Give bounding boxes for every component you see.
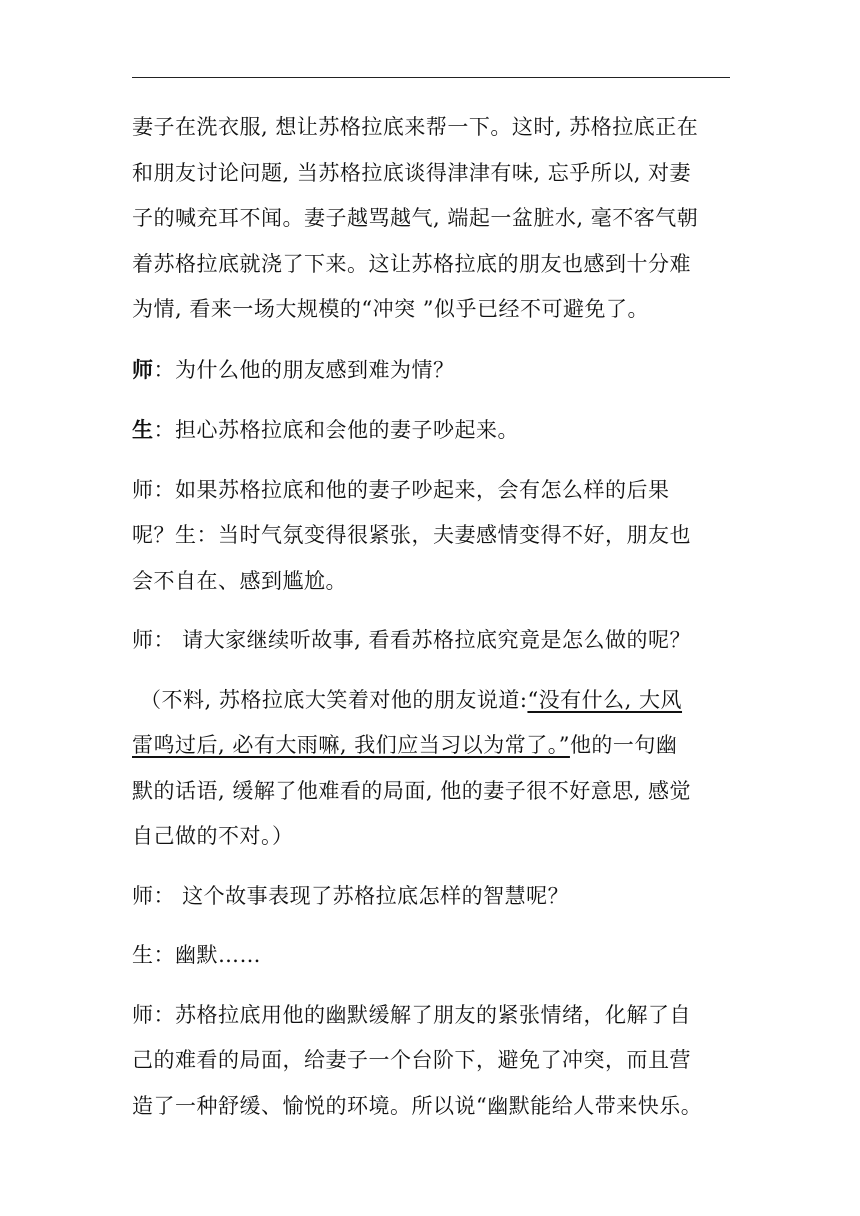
text-line: 会不自在、感到尴尬。 <box>132 568 347 593</box>
teacher-prompt <box>132 618 732 664</box>
speaker-label: 生 <box>132 417 154 442</box>
text-line <box>132 678 732 724</box>
teacher-question <box>132 347 732 394</box>
narration-text: （不料, 苏格拉底大笑着对他的朋友说道: <box>140 687 528 712</box>
dialogue-text: 师： 请大家继续听故事, 看看苏格拉底究竟是怎么做的呢？ <box>132 628 692 652</box>
text-line: 己的难看的局面，给妻子一个台阶下，避免了冲突，而且营 <box>132 1048 691 1072</box>
student-answer <box>132 933 732 979</box>
teacher-question <box>132 874 732 920</box>
text-line: 子的喊充耳不闻。妻子越骂越气, 端起一盆脏水, 毫不客气朝 <box>132 206 699 230</box>
document-body <box>132 105 732 1143</box>
text-line: 师：苏格拉底用他的幽默缓解了朋友的紧张情绪，化解了自 <box>132 1002 691 1027</box>
story-continuation <box>132 678 732 860</box>
teacher-summary <box>132 993 732 1130</box>
text-line: 默的话语, 缓解了他难看的局面, 他的妻子很不好意思, 感觉 <box>132 778 692 803</box>
underlined-quote: “没有什么, 大风 <box>527 687 683 712</box>
text-line: 为情, 看来一场大规模的“冲突 ”似乎已经不可避免了。 <box>132 297 649 321</box>
student-answer <box>132 407 732 454</box>
dialogue-text: ：为什么他的朋友感到难为情？ <box>153 357 455 382</box>
text-line: 呢？生：当时气氛变得很紧张，夫妻感情变得不好，朋友也 <box>132 523 691 547</box>
text-line: 自己做的不对。） <box>132 824 294 848</box>
dialogue-paragraph <box>132 468 732 605</box>
speaker-label: 师 <box>132 356 154 382</box>
dialogue-text: 师： 这个故事表现了苏格拉底怎样的智慧呢？ <box>132 883 570 908</box>
dialogue-text: ：担心苏格拉底和会他的妻子吵起来。 <box>153 418 519 442</box>
text-line: 妻子在洗衣服, 想让苏格拉底来帮一下。这时, 苏格拉底正在 <box>132 115 699 139</box>
header-rule <box>132 77 730 78</box>
underlined-quote: 雷鸣过后, 必有大雨嘛, 我们应当习以为常了。” <box>132 733 570 757</box>
narration-text: 他的一句幽 <box>569 733 678 757</box>
text-line: 和朋友讨论问题, 当苏格拉底谈得津津有味, 忘乎所以, 对妻 <box>132 160 692 185</box>
text-line: 师：如果苏格拉底和他的妻子吵起来，会有怎么样的后果 <box>132 477 670 502</box>
text-line: 造了一种舒缓、愉悦的环境。所以说“幽默能给人带来快乐。 <box>132 1093 703 1118</box>
dialogue-text: 生：幽默…… <box>132 943 261 967</box>
text-line: 着苏格拉底就浇了下来。这让苏格拉底的朋友也感到十分难 <box>132 251 691 276</box>
story-paragraph <box>132 105 732 333</box>
text-line <box>132 723 732 769</box>
